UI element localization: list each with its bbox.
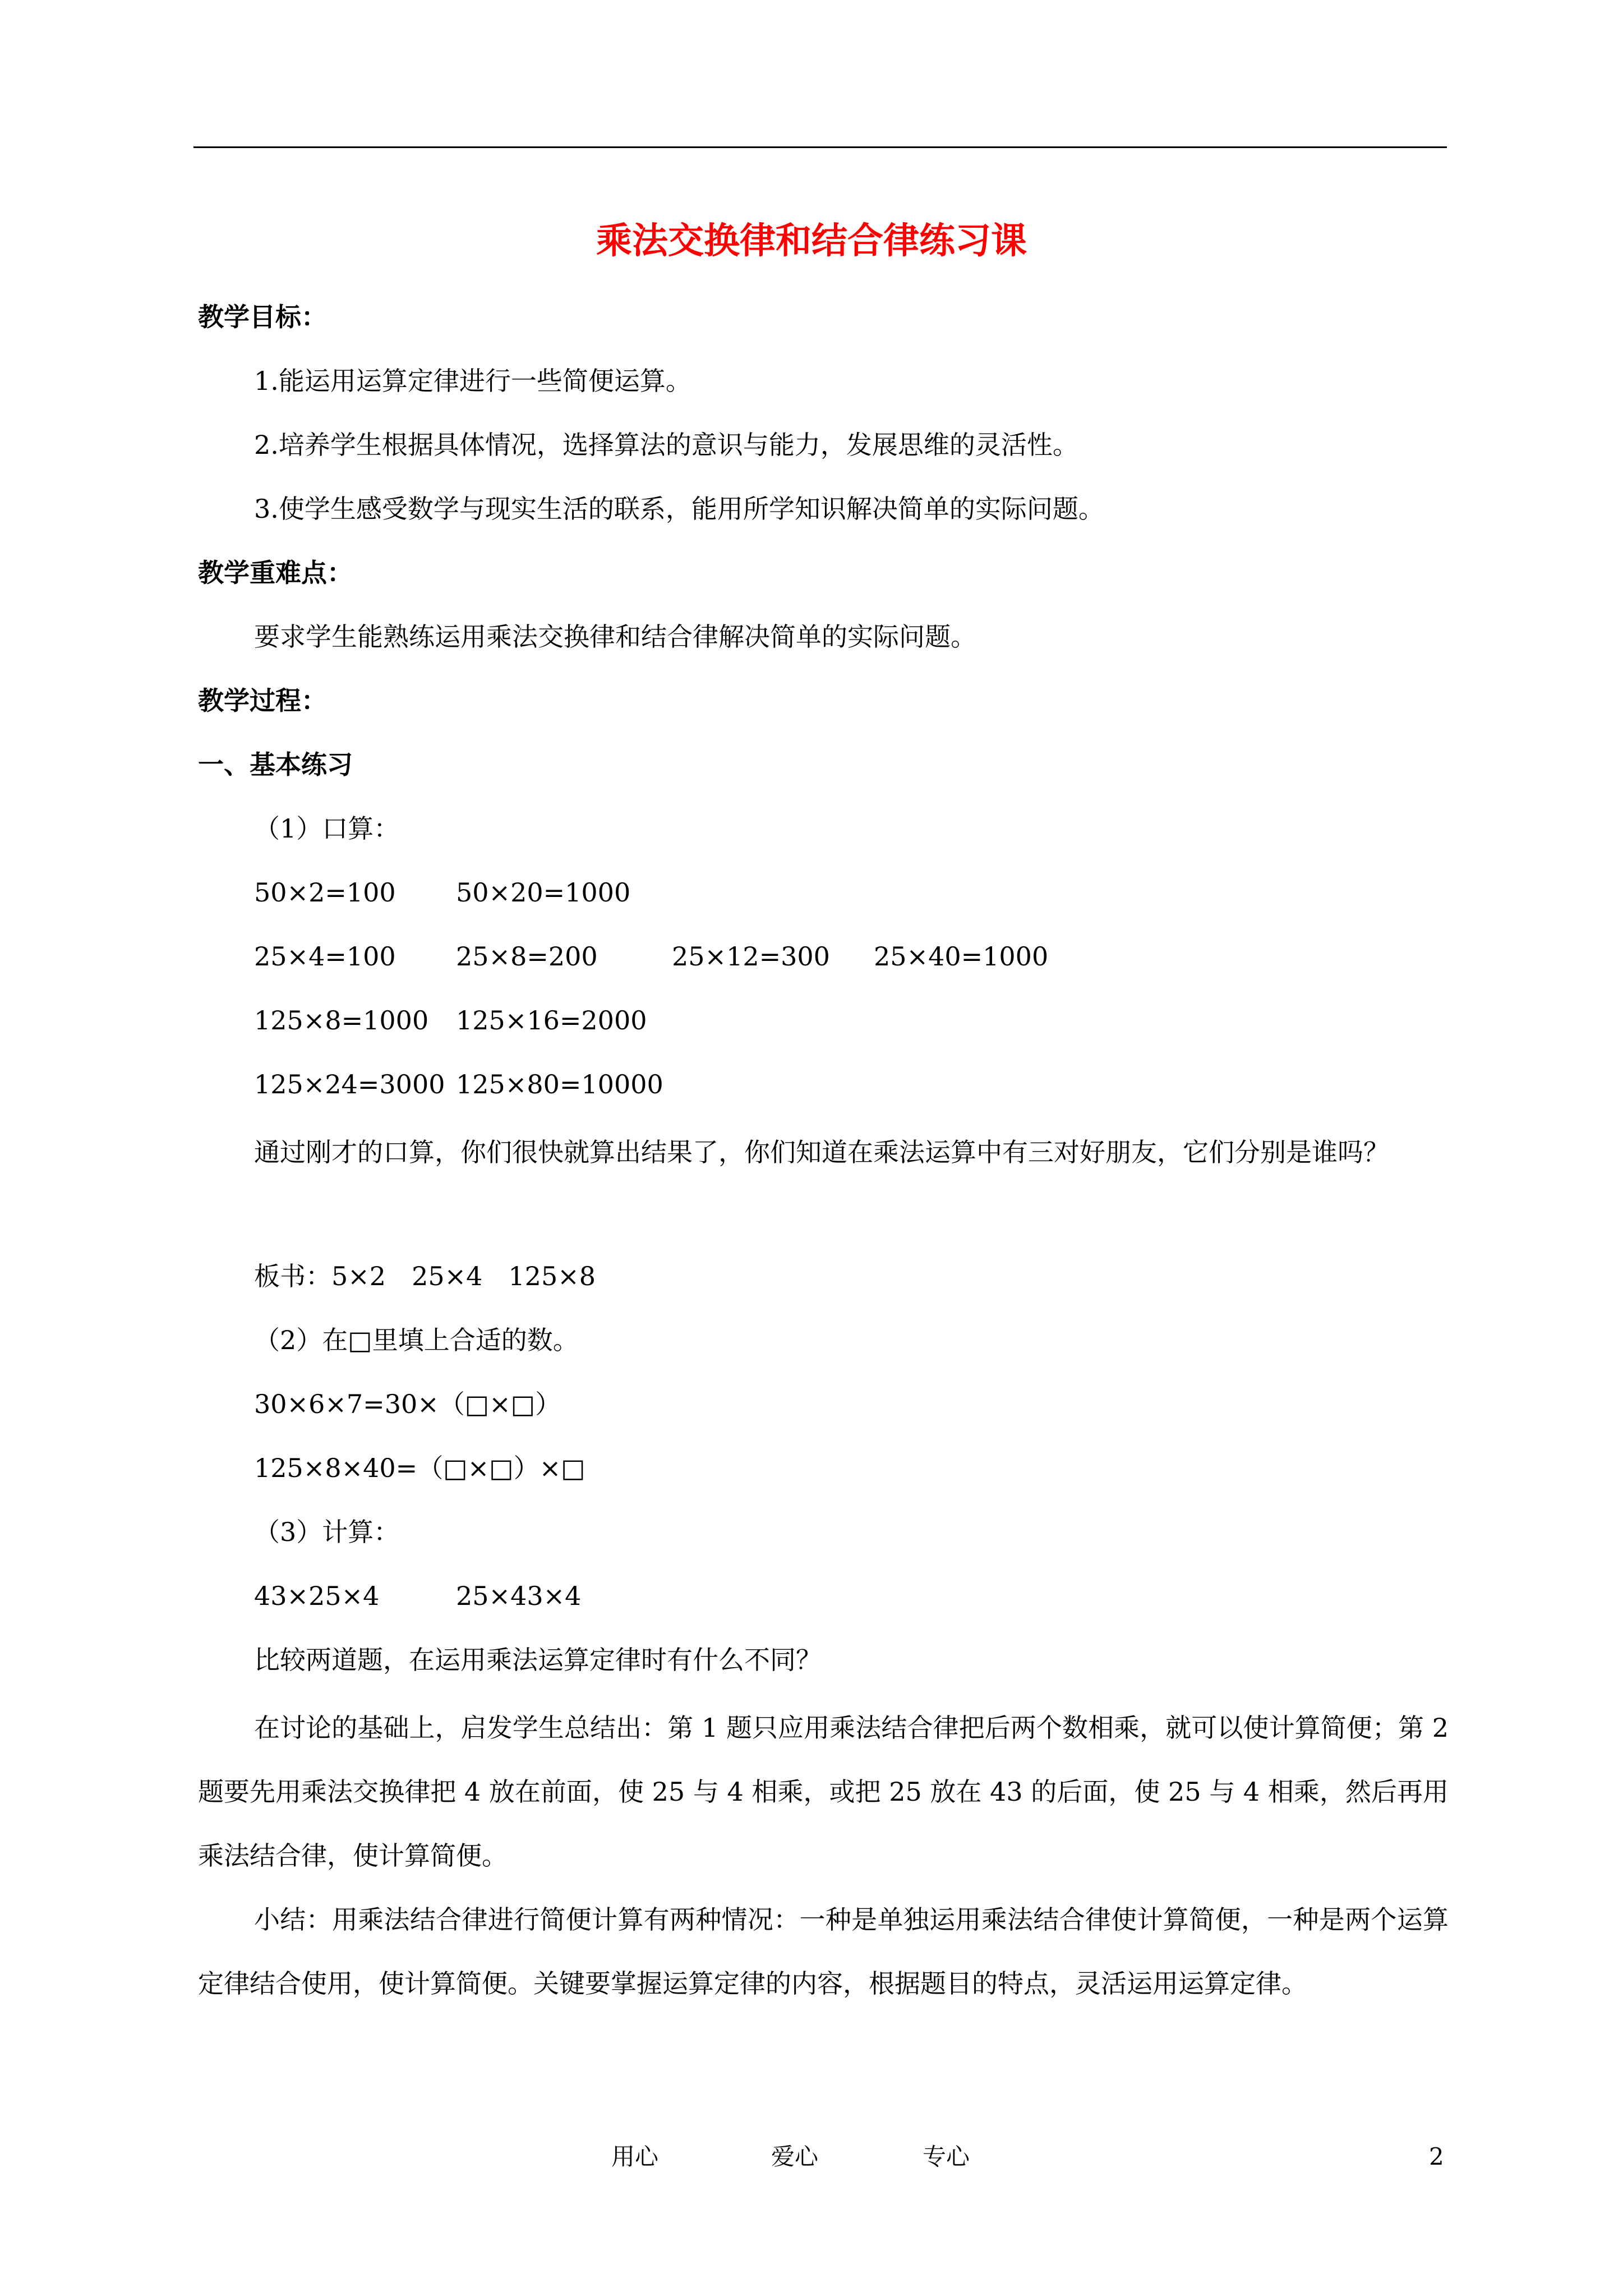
oral-item: 25×12=300	[672, 941, 830, 972]
oral-item: 125×16=2000	[456, 1005, 647, 1036]
oral-question: 通过刚才的口算，你们很快就算出结果了，你们知道在乘法运算中有三对好朋友，它们分别是谁吗？	[254, 1137, 1389, 1167]
section-heading: 一、基本练习	[198, 749, 353, 780]
oral-item: 50×20=1000	[456, 877, 631, 908]
header-rule	[193, 146, 1447, 148]
footer-item: 爱心	[771, 2143, 819, 2170]
fill-item: 125×8×40=（□×□）×□	[254, 1453, 585, 1483]
document-title: 乘法交换律和结合律练习课	[596, 220, 1027, 262]
objective-item: 2.培养学生根据具体情况，选择算法的意识与能力，发展思维的灵活性。	[254, 430, 1078, 460]
page-number: 2	[1429, 2143, 1444, 2170]
difficulty-heading: 教学重难点：	[198, 558, 353, 588]
oral-item: 25×8=200	[456, 941, 598, 972]
oral-item: 25×40=1000	[874, 941, 1049, 972]
compare-question: 比较两道题，在运用乘法运算定律时有什么不同？	[254, 1645, 822, 1675]
calc-item: 25×43×4	[456, 1581, 582, 1611]
oral-item: 125×24=3000	[254, 1069, 445, 1099]
footer-item: 用心	[611, 2143, 659, 2170]
discussion-paragraph: 在讨论的基础上，启发学生总结出：第 1 题只应用乘法结合律把后两个数相乘，就可以使计算简便；第 2 题要先用乘法交换律把 4 放在前面，使 25 与 4 相乘，或把 25 放在 43 的后面，使 25 与 4 相乘，然后再用乘法结合律，使计算简便。	[198, 1713, 1449, 1871]
oral-item: 125×8=1000	[254, 1005, 429, 1036]
oral-item: 50×2=100	[254, 877, 396, 908]
objective-item: 1.能运用运算定律进行一些简便运算。	[254, 366, 691, 396]
oral-item: 25×4=100	[254, 941, 396, 972]
objectives-heading: 教学目标：	[198, 302, 327, 332]
difficulty-text: 要求学生能熟练运用乘法交换律和结合律解决简单的实际问题。	[254, 622, 976, 652]
summary-paragraph: 小结：用乘法结合律进行简便计算有两种情况：一种是单独运用乘法结合律使计算简便，一种是两个运算定律结合使用，使计算简便。关键要掌握运算定律的内容，根据题目的特点，灵活运用运算定律。	[198, 1904, 1449, 1999]
objective-item: 3.使学生感受数学与现实生活的联系，能用所学知识解决简单的实际问题。	[254, 494, 1104, 524]
calc-label: （3）计算：	[254, 1517, 400, 1547]
footer-item: 专心	[923, 2143, 970, 2170]
oral-label: （1）口算：	[254, 813, 400, 844]
board-note: 板书：5×2 25×4 125×8	[254, 1261, 596, 1291]
process-heading: 教学过程：	[198, 685, 327, 716]
calc-item: 43×25×4	[254, 1581, 380, 1611]
oral-item: 125×80=10000	[456, 1069, 663, 1099]
fill-label: （2）在□里填上合适的数。	[254, 1325, 579, 1355]
fill-item: 30×6×7=30×（□×□）	[254, 1389, 561, 1419]
